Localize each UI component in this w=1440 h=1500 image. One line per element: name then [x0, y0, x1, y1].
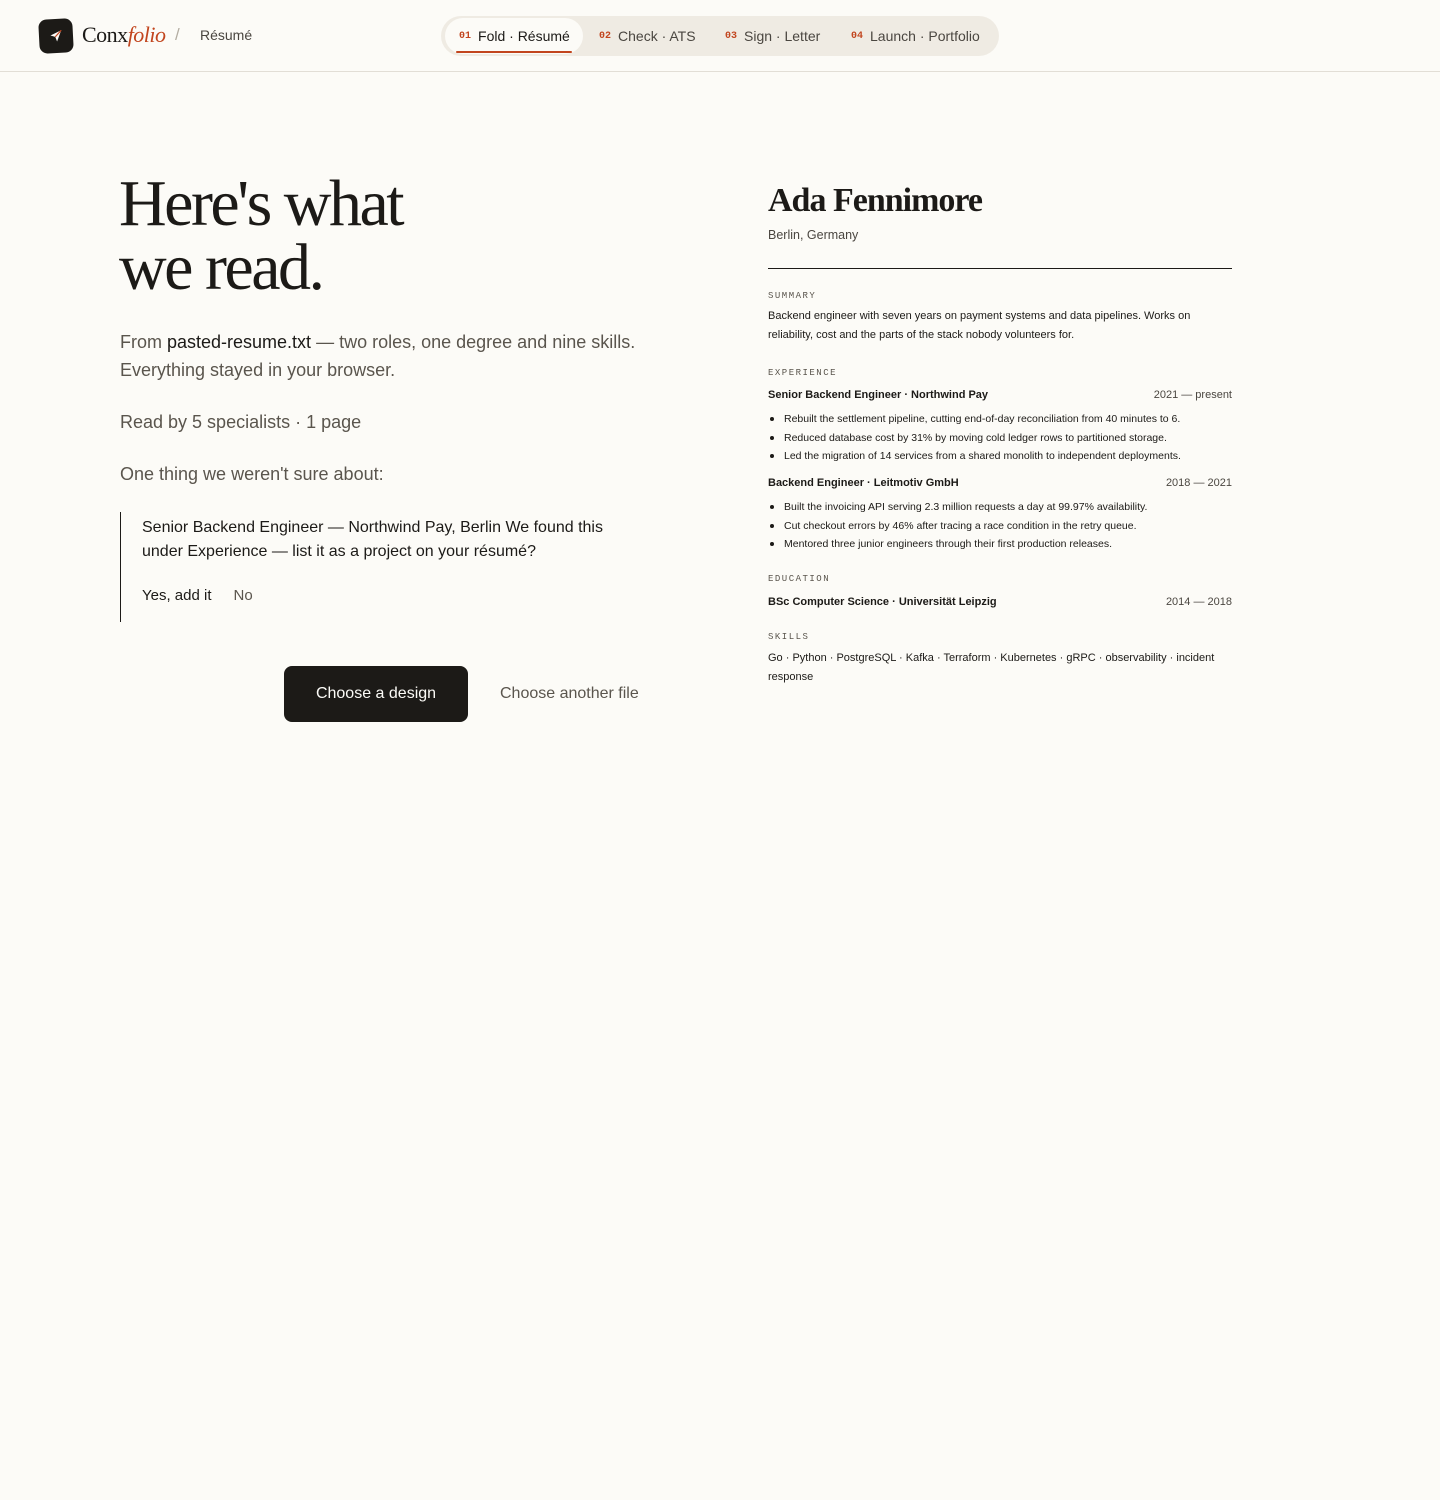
import-summary: [120, 328, 680, 384]
job-dates: 2018 — 2021: [1165, 477, 1232, 489]
choose-another-file-button[interactable]: Choose another file: [500, 685, 639, 702]
breadcrumb-current: Résumé: [200, 27, 253, 43]
education-row: [768, 594, 1232, 610]
top-bar: [0, 0, 1440, 72]
step-number: 02: [599, 30, 612, 42]
list-item: Rebuilt the settlement pipeline, cutting end-of-day reconciliation from 40 minutes to 6.: [768, 410, 1232, 429]
uncertainty-prompt: One thing we weren't sure about:: [120, 464, 384, 484]
page-headline: [119, 167, 639, 304]
job-bullets: [768, 498, 1232, 554]
job-title-row: [768, 475, 1232, 491]
headline-line-2: we read.: [119, 231, 323, 304]
degree-title: BSc Computer Science · Universität Leipzig: [768, 596, 997, 608]
resume-divider: [768, 268, 1232, 269]
education-heading: EDUCATION: [768, 574, 831, 584]
no-button[interactable]: No: [233, 587, 253, 604]
list-item: Mentored three junior engineers through their first production releases.: [768, 535, 1232, 554]
summary-suffix: — two roles, one degree and nine skills. Everything stayed in your browser.: [120, 332, 636, 380]
job-bullets: [768, 410, 1232, 466]
choose-design-button[interactable]: Choose a design: [284, 666, 468, 722]
job-dates: 2021 — present: [1153, 389, 1232, 401]
brand-name-accent: folio: [127, 22, 166, 47]
job-title: Backend Engineer · Leitmotiv GmbH: [768, 477, 959, 489]
skills-heading: SKILLS: [768, 632, 810, 642]
brand-name: Conx: [82, 22, 128, 47]
step-number: 04: [851, 30, 864, 42]
list-item: Led the migration of 14 services from a shared monolith to independent deployments.: [768, 447, 1232, 466]
callout-actions: [142, 586, 253, 606]
list-item: Built the invoicing API serving 2.3 million requests a day at 99.97% availability.: [768, 498, 1232, 517]
headline-line-1: Here's what: [119, 167, 403, 240]
step-number: 03: [725, 30, 738, 42]
summary-prefix: From: [120, 332, 167, 352]
step-navigation: [441, 16, 999, 56]
step-tab-sign-letter[interactable]: [711, 18, 835, 54]
step-label: Check · ATS: [618, 28, 696, 44]
uncertain-item-callout: [120, 512, 640, 622]
education-dates: 2014 — 2018: [1165, 596, 1232, 608]
resume-location: Berlin, Germany: [768, 228, 859, 242]
job-title: Senior Backend Engineer · Northwind Pay: [768, 389, 989, 401]
step-label: Launch · Portfolio: [870, 28, 980, 44]
step-tab-launch-portfolio[interactable]: [837, 18, 995, 54]
review-meta: Read by 5 specialists · 1 page: [120, 412, 362, 432]
resume-name: Ada Fennimore: [768, 182, 982, 219]
step-label: Sign · Letter: [744, 28, 821, 44]
uncertain-item-text: Senior Backend Engineer — Northwind Pay, Berlin We found this under Experience — list it as a project on your résumé?: [142, 519, 603, 560]
summary-heading: SUMMARY: [768, 291, 817, 301]
summary-text: Backend engineer with seven years on payment systems and data pipelines. Works on reliability, cost and the parts of the stack nobody volunteers for.: [768, 310, 1191, 341]
list-item: Cut checkout errors by 46% after tracing a race condition in the retry queue.: [768, 517, 1232, 536]
step-number: 01: [459, 30, 472, 42]
step-tab-fold-resume[interactable]: [445, 18, 583, 54]
experience-heading: EXPERIENCE: [768, 368, 838, 378]
breadcrumb-separator: /: [175, 25, 180, 44]
source-filename: pasted-resume.txt: [167, 332, 312, 352]
list-item: Reduced database cost by 31% by moving cold ledger rows to partitioned storage.: [768, 429, 1232, 448]
paper-plane-icon[interactable]: [38, 18, 74, 54]
skills-list: Go · Python · PostgreSQL · Kafka · Terraform · Kubernetes · gRPC · observability · incident response: [768, 652, 1215, 683]
yes-add-button[interactable]: Yes, add it: [142, 587, 212, 604]
step-tab-check-ats[interactable]: [585, 18, 709, 54]
brand-logo[interactable]: [82, 22, 166, 48]
step-label: Fold · Résumé: [478, 28, 570, 44]
job-title-row: [768, 387, 1232, 403]
